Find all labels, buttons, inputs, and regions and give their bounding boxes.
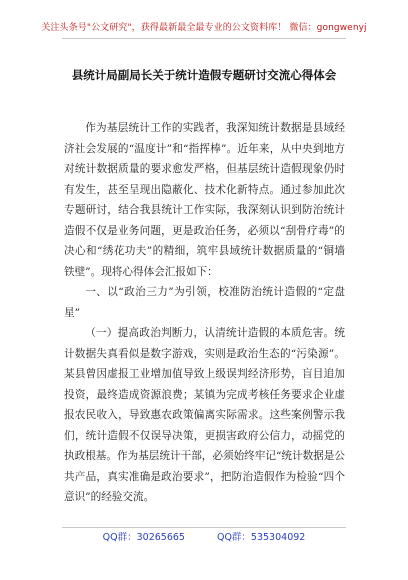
footer-qq-group-2: QQ群：535304092 — [216, 532, 306, 543]
footer-qq-group-1: QQ群：30265665 — [102, 532, 185, 543]
body-paragraph-intro: 作为基层统计工作的实践者，我深知统计数据是县域经济社会发展的“温度计”和“指挥棒”。近年来，从中央到地方对统计数据质量的要求愈发严格，但基层统计造假现象仍时有发生，甚至呈现出隐蔽化、技术化新特点。通过参加此次专题研讨，结合我县统计工作实际，我深刻认识到防治统计造假不仅是业务问题，更是政治任务，必须以“刮骨疗毒”的决心和“绣花功夫”的精细，筑牢县域统计数据质量的“铜墙铁壁”。现将心得体会汇报如下： — [64, 122, 345, 278]
top-divider — [62, 38, 346, 39]
document-body — [64, 118, 345, 508]
top-banner: 关注头条号"公文研究"，获得最新最全最专业的公文资料库！ 微信：gongwenyj — [41, 23, 367, 33]
document-title: 县统计局副局长关于统计造假专题研讨交流心得体会 — [71, 68, 337, 82]
footer — [0, 532, 408, 544]
body-paragraph-1: （一）提高政治判断力，认清统计造假的本质危害。统计数据失真看似是数字游戏，实则是政治生态的“污染源”。某县曾因虚报工业增加值导致上级误判经济形势，盲目追加投资，最终造成资源浪费；某镇为完成考核任务要求企业虚报农民收入，导致惠农政策偏离实际需求。这些案例警示我们，统计造假不仅误导决策，更损害政府公信力，动摇党的执政根基。作为基层统计干部，必须始终牢记“统计数据是公共产品，真实准确是政治要求”，把防治造假作为检验“四个意识”的经验交流。 — [64, 327, 345, 503]
bottom-divider — [62, 527, 346, 528]
section-heading-1: 一、以“政治三力”为引领，校准防治统计造假的“定盘星” — [64, 286, 345, 319]
